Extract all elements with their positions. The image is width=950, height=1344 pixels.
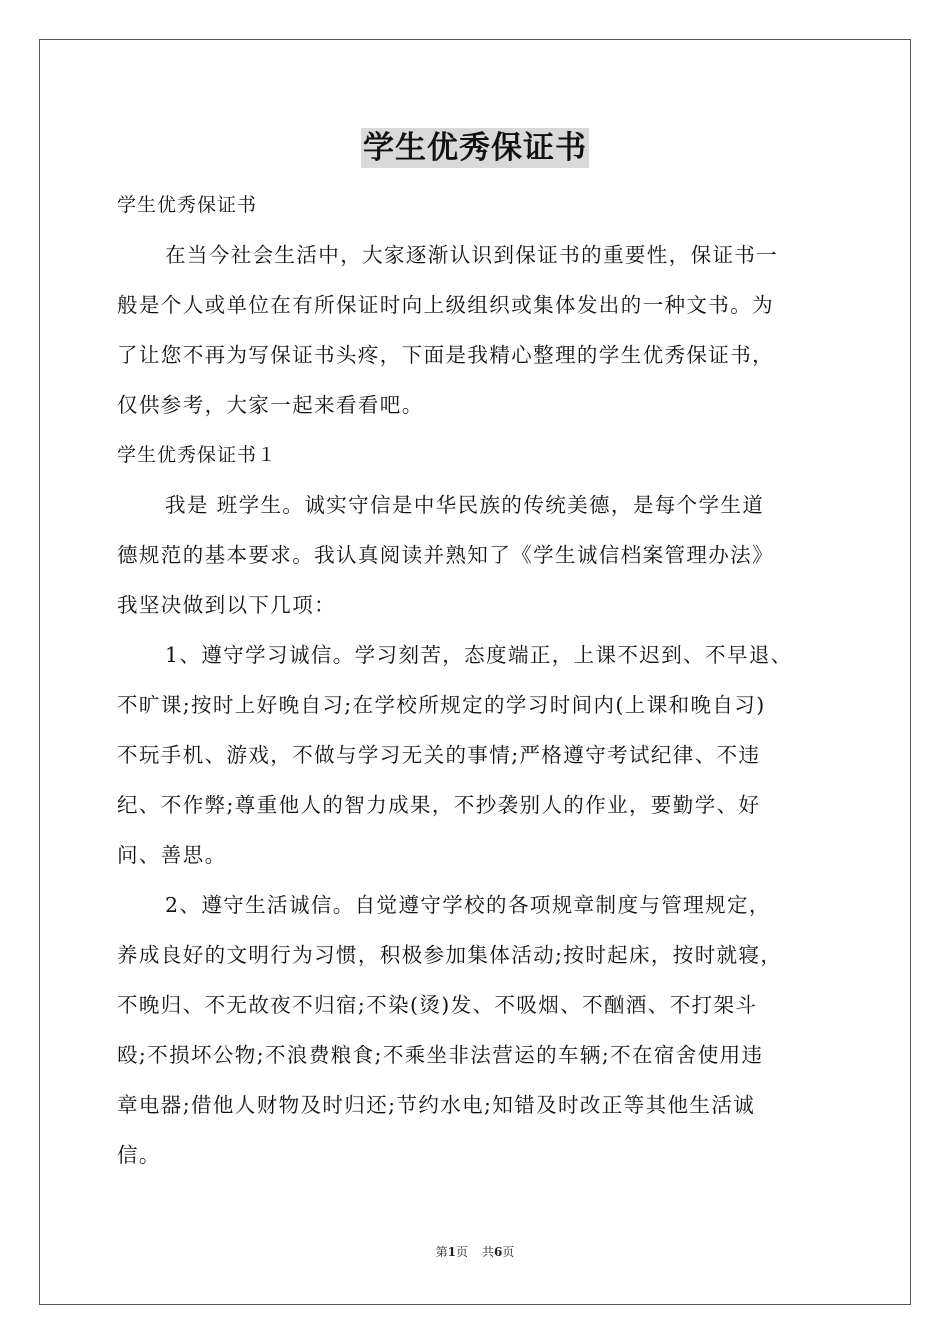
document-title: 学生优秀保证书: [363, 130, 587, 166]
item-paragraph-line: 1、遵守学习诚信。学习刻苦，态度端正，上课不迟到、不早退、: [165, 643, 793, 667]
item-paragraph-line: 纪、不作弊;尊重他人的智力成果，不抄袭别人的作业，要勤学、好: [117, 793, 761, 817]
item-paragraph-line: 2、遵守生活诚信。自觉遵守学校的各项规章制度与管理规定，: [165, 893, 771, 917]
footer-page-suffix: 页: [455, 1245, 468, 1259]
title-area: [0, 128, 950, 168]
footer-page-prefix: 第: [435, 1245, 448, 1259]
intro-paragraph-line: 般是个人或单位在有所保证时向上级组织或集体发出的一种文书。为: [117, 293, 774, 317]
subtitle-line: 学生优秀保证书: [117, 194, 258, 216]
page-footer: [0, 1244, 950, 1260]
section-heading: 学生优秀保证书１: [117, 444, 278, 466]
item-paragraph-line: 信。: [117, 1143, 161, 1167]
footer-total-prefix: 共: [482, 1245, 495, 1259]
body-paragraph-line: 德规范的基本要求。我认真阅读并熟知了《学生诚信档案管理办法》: [117, 543, 774, 567]
intro-paragraph-line: 仅供参考，大家一起来看看吧。: [117, 393, 424, 417]
item-paragraph-line: 不玩手机、游戏，不做与学习无关的事情;严格遵守考试纪律、不违: [117, 743, 761, 767]
item-paragraph-line: 养成良好的文明行为习惯，积极参加集体活动;按时起床，按时就寝，: [117, 943, 783, 967]
item-paragraph-line: 问、善思。: [117, 843, 227, 867]
document-body: [117, 180, 837, 1180]
item-paragraph-line: 不晚归、不无故夜不归宿;不染(烫)发、不吸烟、不酗酒、不打架斗: [117, 993, 758, 1017]
body-paragraph-line: 我坚决做到以下几项：: [117, 593, 336, 617]
item-paragraph-line: 殴;不损坏公物;不浪费粮食;不乘坐非法营运的车辆;不在宿舍使用违: [117, 1043, 764, 1067]
footer-page-total: 6: [494, 1245, 503, 1259]
footer-total-suffix: 页: [502, 1245, 515, 1259]
item-paragraph-line: 章电器;借他人财物及时归还;节约水电;知错及时改正等其他生活诚: [117, 1093, 756, 1117]
item-paragraph-line: 不旷课;按时上好晚自习;在学校所规定的学习时间内(上课和晚自习): [117, 693, 766, 717]
intro-paragraph-line: 在当今社会生活中，大家逐渐认识到保证书的重要性，保证书一: [165, 243, 779, 267]
footer-page-current: 1: [447, 1245, 456, 1259]
intro-paragraph-line: 了让您不再为写保证书头疼，下面是我精心整理的学生优秀保证书，: [117, 343, 774, 367]
body-paragraph-line: 我是 班学生。诚实守信是中华民族的传统美德，是每个学生道: [165, 493, 765, 517]
